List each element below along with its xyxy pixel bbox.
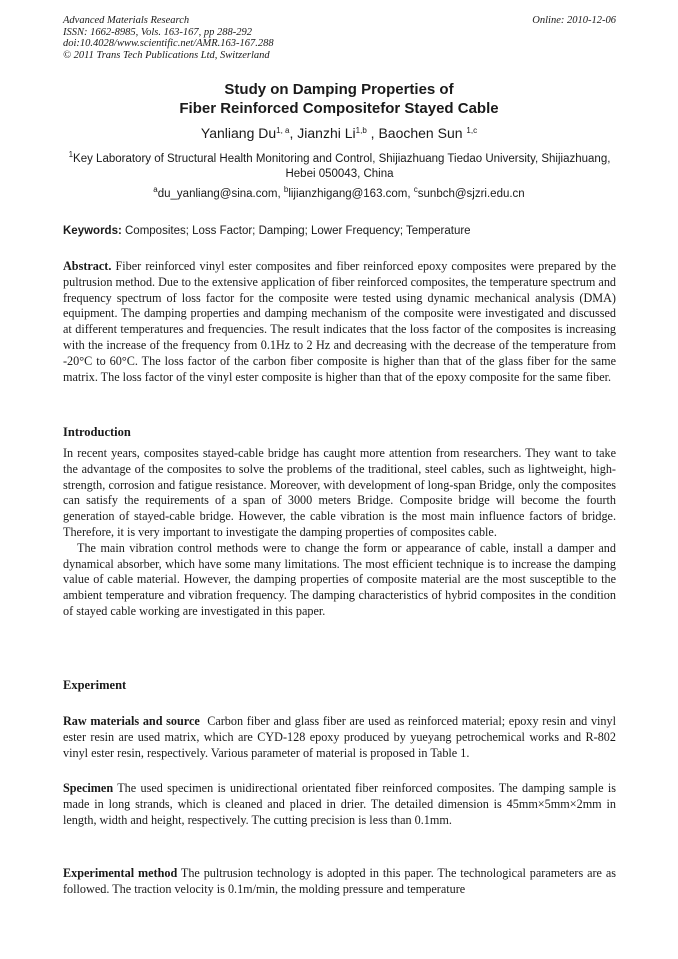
keywords-text: Composites; Loss Factor; Damping; Lower Frequency; Temperature — [125, 225, 471, 237]
email-address: du_yanliang@sina.com, — [157, 188, 284, 200]
affiliation-text: Key Laboratory of Structural Health Monitoring and Control, Shijiazhuang Tiedao University, Shijiazhuang, Hebei 050043, China — [73, 153, 611, 180]
journal-header — [63, 15, 616, 61]
email-sup: c — [413, 185, 418, 194]
specimen-text: The used specimen is unidirectional orientated fiber reinforced composites. The damping sample is made in long strands, which is cleaned and placed in drier. The detailed dimension is 45mm×5mm×2mm in length, width and height, respectively. The cutting precision is less than 0.1mm. — [63, 781, 616, 827]
keywords — [63, 224, 616, 238]
abstract — [63, 259, 616, 385]
keywords-label: Keywords: — [63, 225, 122, 237]
author-sup: 1,c — [466, 126, 478, 135]
raw-materials-label: Raw materials and source — [63, 714, 200, 728]
journal-name: Advanced Materials Research — [63, 15, 190, 26]
title-line-2: Fiber Reinforced Compositefor Stayed Cable — [179, 100, 499, 117]
doi-line: doi:10.4028/www.scientific.net/AMR.163-167.288 — [63, 38, 274, 49]
raw-materials-text: Carbon fiber and glass fiber are used as reinforced material; epoxy resin and vinyl ester resin are used matrix, which are CYD-128 epoxy produced by yueyang petrochemical works and R-802 vinyl ester resin, respectively. Various parameter of material is proposed in Table 1. — [63, 714, 617, 760]
affiliation-sup: 1 — [68, 150, 74, 159]
abstract-label: Abstract. — [63, 259, 112, 273]
email-address: sunbch@sjzri.edu.cn — [417, 188, 525, 200]
online-date: Online: 2010-12-06 — [532, 15, 616, 26]
affiliation — [63, 152, 616, 181]
introduction-paragraph-2: The main vibration control methods were to change the form or appearance of cable, install a damper and dynamical absorber, which have some many limitations. The most efficient technique is to increase the damping value of cable material. However, the damping properties of composite material are the most susceptible to the ambient temperature and vibration frequency. The damping characteristics of hybrid composites in the condition of stayed cable working are investigated in this paper. — [63, 540, 616, 618]
email-sup: b — [283, 185, 289, 194]
author-sup: 1,b — [355, 126, 367, 135]
experiment-heading: Experiment — [63, 678, 127, 692]
introduction-paragraph-1: In recent years, composites stayed-cable bridge has caught more attention from researchers. They want to take the advantage of the composites to solve the problems of the traditional, steel cables, such as lightweight, high-strength, corrosion and fatigue resistance. Moreover, with development of long-span Bridge, only the composites can satisfy the requirements of a span of 3000 meters Bridge. Composite bridge will become the fourth generation of stayed-cable bridge. However, the cable vibration is the most main influence factors of bridge. Therefore, it is very important to investigate the damping properties of composites cable. — [63, 446, 616, 539]
title-line-1: Study on Damping Properties of — [224, 81, 454, 98]
author-sup: 1, a — [276, 126, 290, 135]
author-name: Jianzhi Li — [297, 125, 356, 141]
raw-materials-paragraph — [63, 714, 616, 761]
method-paragraph — [63, 866, 616, 898]
specimen-paragraph — [63, 781, 616, 828]
copyright-line: © 2011 Trans Tech Publications Ltd, Switzerland — [63, 49, 270, 61]
issn-line: ISSN: 1662-8985, Vols. 163-167, pp 288-292 — [63, 26, 252, 38]
author-name: Yanliang Du — [200, 125, 277, 141]
method-text: The pultrusion technology is adopted in this paper. The technological parameters are as followed. The traction velocity is 0.1m/min, the molding pressure and temperature — [63, 866, 616, 896]
paper-title — [0, 80, 678, 118]
introduction-heading: Introduction — [63, 425, 131, 439]
email-sup: a — [153, 185, 158, 194]
email-list — [0, 187, 678, 201]
method-label: Experimental method — [63, 866, 178, 880]
author-name: Baochen Sun — [378, 125, 463, 141]
introduction-body — [63, 446, 616, 620]
abstract-text: Fiber reinforced vinyl ester composites and fiber reinforced epoxy composites were prepared by the pultrusion method. Due to the extensive application of fiber reinforced composites, the temperature spectrum and frequency spectrum of loss factor for the composite were tested using dynamic mechanical analysis (DMA) equipment. The damping properties and damping mechanism of the composite were investigated and discussed at different temperatures and frequencies. The result indicates that the loss factor of the composites is increasing with the increase of the frequency from 0.1Hz to 2 Hz and decreasing with the decrease of the temperature from -20°C to 60°C. The loss factor of the carbon fiber composite is higher than that of the glass fiber for the same matrix. The loss factor of the vinyl ester composite is higher than that of the epoxy composite for the same fiber. — [63, 259, 617, 384]
author-list: Yanliang Du$^{1, a}$, Jianzhi Li$^{1,b}$ , Baochen Sun $^{1,c}$ — [200, 125, 478, 141]
specimen-label: Specimen — [63, 781, 114, 795]
email-address: lijianzhigang@163.com, — [288, 188, 414, 200]
